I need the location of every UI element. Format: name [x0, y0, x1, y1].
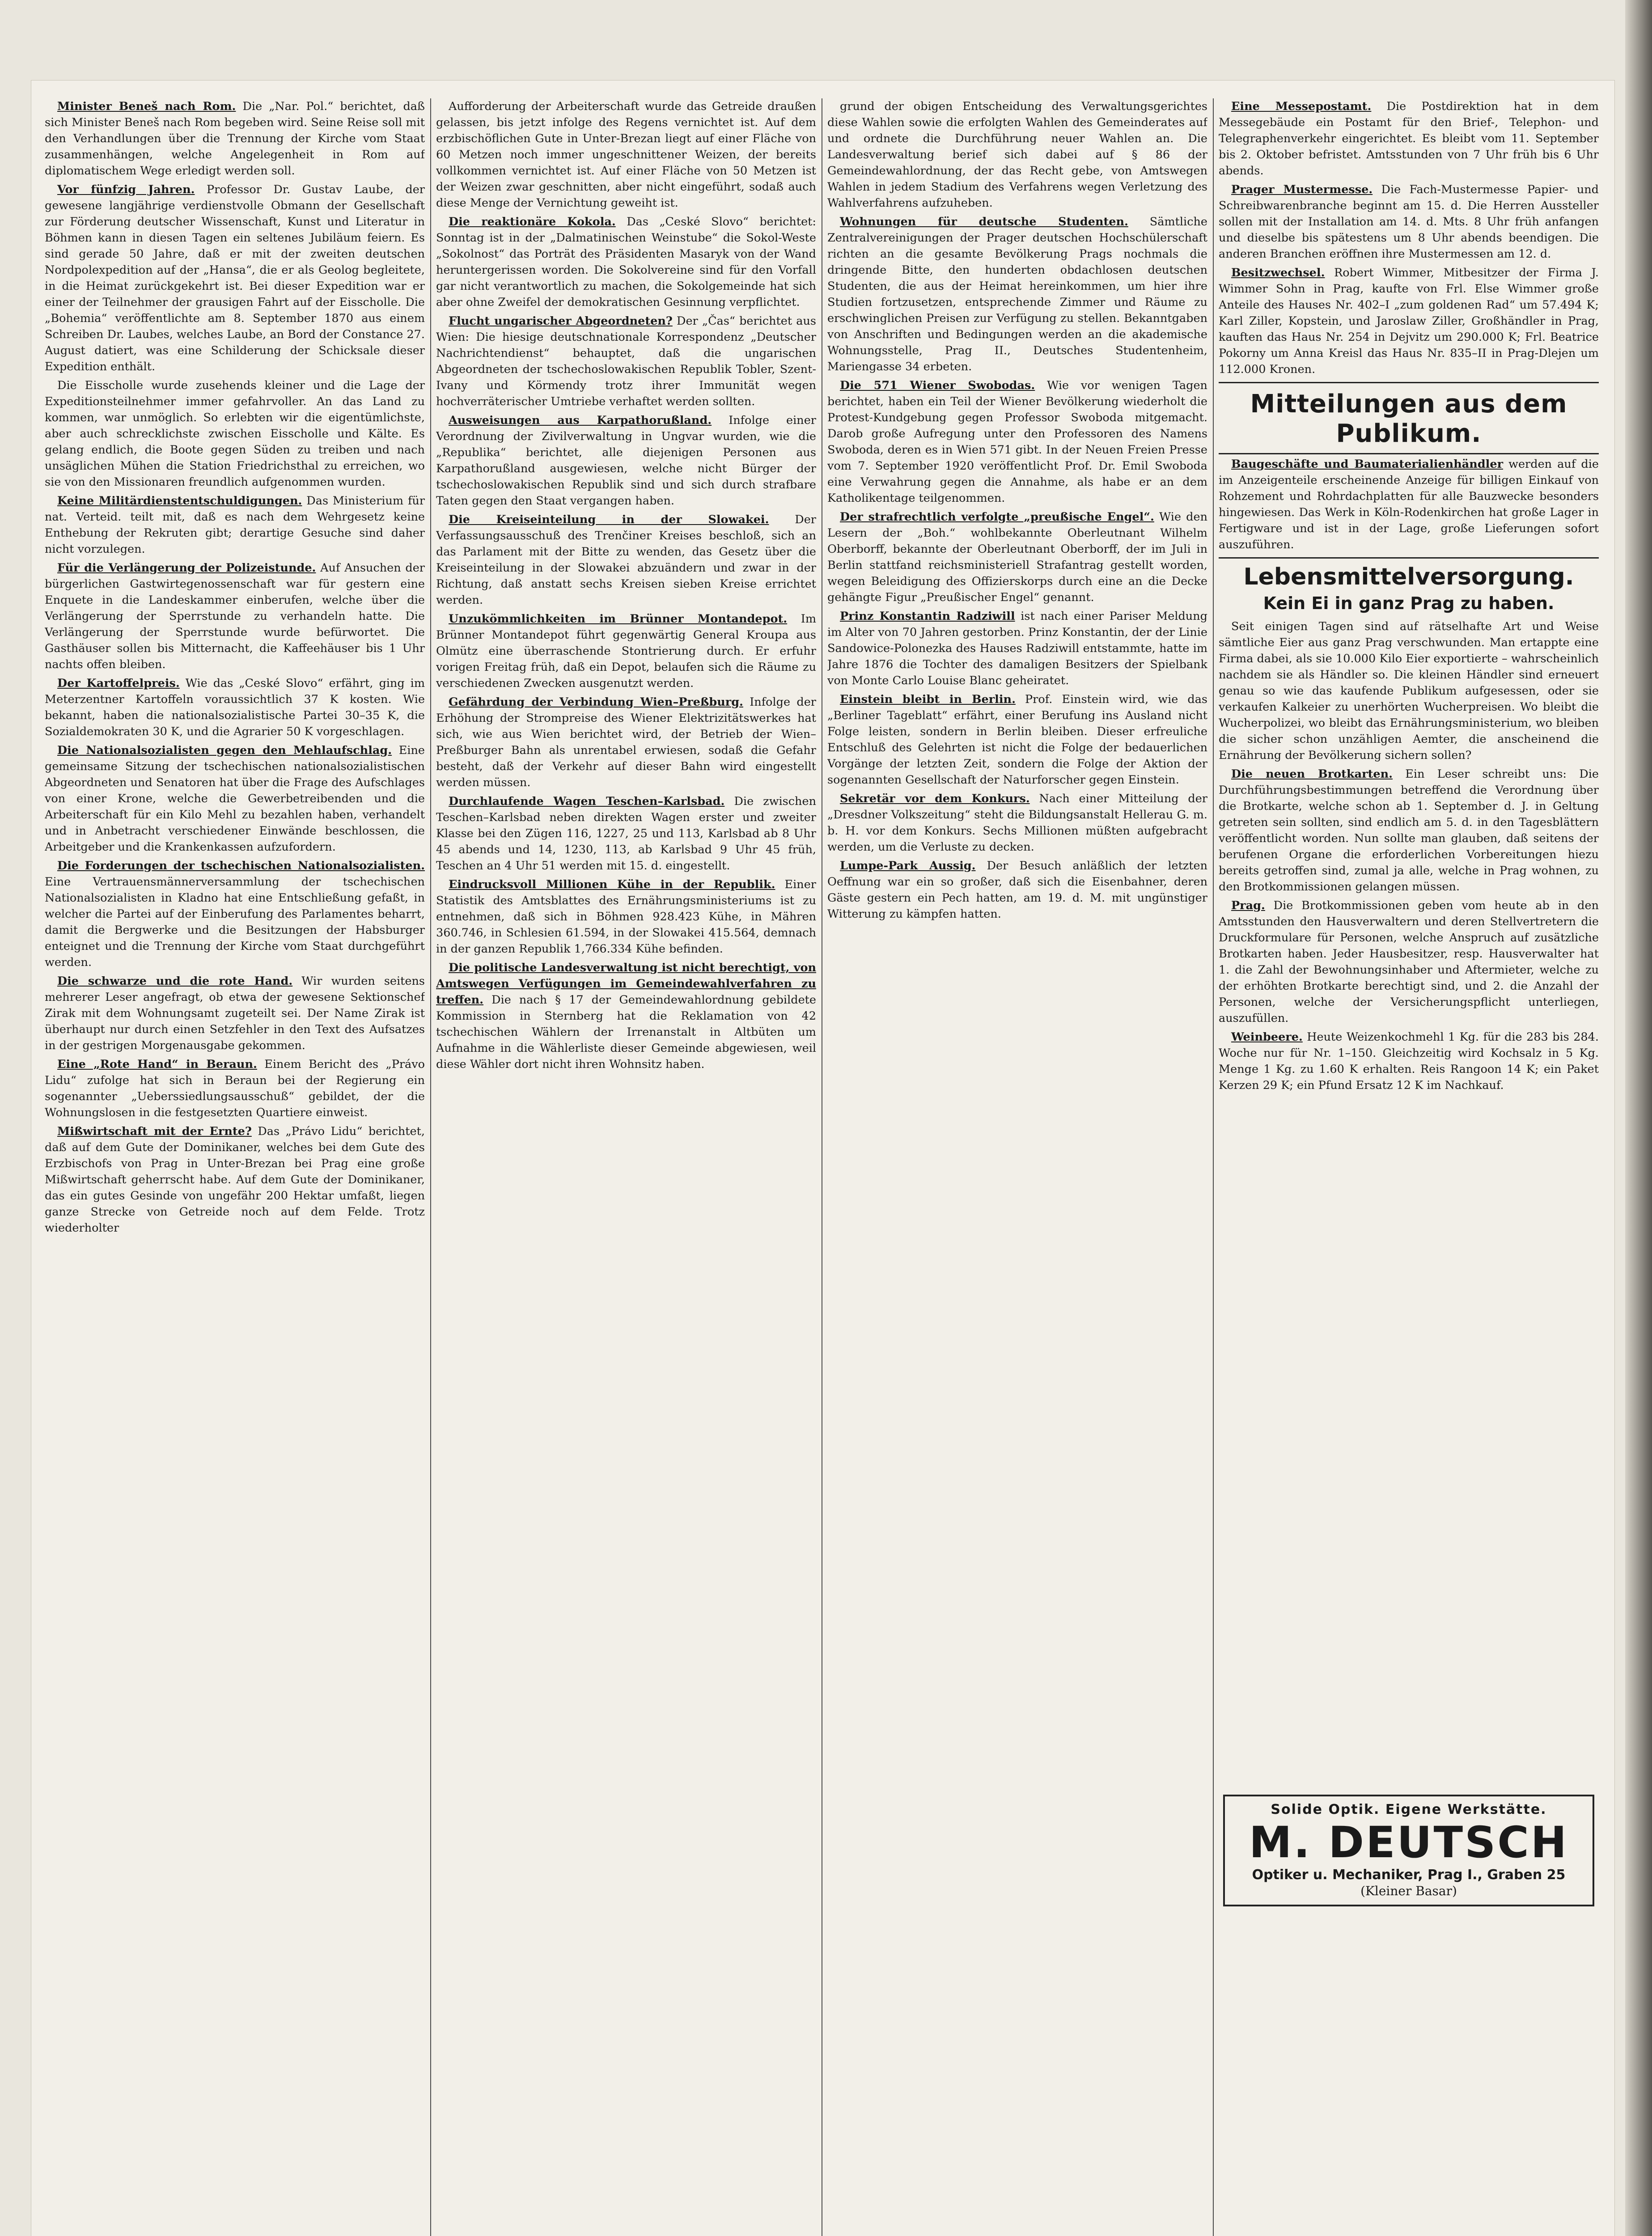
- article-paragraph: [436, 214, 816, 310]
- article-headline: Prager Mustermesse.: [1231, 183, 1373, 196]
- article-text: Auf Ansuchen der bürgerlichen Gastwirtegenossenschaft war für gestern eine Enquete in die Landeskammer einberufen, welche über die Verlängerung der Sperrstunde zu verhandeln hatte. Die Verlängerung der Sperrstunde wurde befürwortet. Die Gasthäuser sollen bis Mitternacht, die Kaffeehäuser bis 1 Uhr nachts offen bleiben.: [45, 561, 425, 671]
- ad-location: (Kleiner Basar): [1360, 1884, 1457, 1898]
- article-headline: Ausweisungen aus Karpathorußland.: [449, 414, 712, 427]
- article-headline: Weinbeere.: [1231, 1030, 1303, 1044]
- article-text: Das „Právo Lidu“ berichtet, daß auf dem Gute der Dominikaner, welches bei dem Gute des Erzbischofs von Prag in Unter-Brezan bei Prag eine große Mißwirtschaft geherrscht habe. Auf dem Gute der Dominikaner, das ein gutes Gesinde von ungefähr 200 Hektar umfaßt, liegen ganze Strecke von Getreide noch auf dem Felde. Trotz wiederholter: [45, 1125, 425, 1235]
- article-text: Heute Weizenkochmehl 1 Kg. für die 283 bis 284. Woche nur für Nr. 1–150. Gleichzeitig wird Kochsalz in 5 Kg. Menge 1 Kg. zu 1.60 K erhalten. Reis Rangoon 14 K; ein Paket Kerzen 29 K; ein Pfund Ersatz 12 K im Nachkauf.: [1219, 1030, 1599, 1092]
- article-headline: Mißwirtschaft mit der Ernte?: [57, 1125, 252, 1138]
- food-section-title: Lebensmittelversorgung.: [1243, 563, 1574, 590]
- column-4-food: [1219, 618, 1599, 1781]
- article-text: Der Verfassungsausschuß des Trenčiner Kreises beschloß, sich an das Parlament mit der Bitte zu wenden, das Gesetz über die Kreiseinteilung in der Slowakei abzuändern und zwar in der Richtung, daß anstatt sechs Kreisen sieben Kreise errichtet werden.: [436, 513, 816, 607]
- article-paragraph: [436, 611, 816, 691]
- article-headline: Minister Beneš nach Rom.: [57, 100, 236, 113]
- article-paragraph: [436, 877, 816, 957]
- article-headline: Prinz Konstantin Radziwill: [840, 610, 1015, 623]
- article-headline: Die reaktionäre Kokola.: [449, 215, 616, 229]
- article-text: Die Brotkommissionen geben vom heute ab in den Amtsstunden den Hausverwaltern und deren Stellvertretern die Druckformulare für Personen, welche Anspruch auf zusätzliche Brotkarten haben. Jeder Hausbesitzer, resp. Hausverwalter hat 1. die Zahl der Bewohnungsinhaber und Aftermieter, welche zu der erhöhten Brotkarte berechtigt sind, und 2. die Anzahl der Personen, welche der Versicherungspflicht unterliegen, auszufüllen.: [1219, 899, 1599, 1025]
- article-text: grund der obigen Entscheidung des Verwaltungsgerichtes diese Wahlen sowie die erfolgten Wahlen des Gemeinderates auf und ordnete die Durchführung neuer Wahlen an. Die Landesverwaltung berief sich dabei auf § 86 der Gemeindewahlordnung, der das Recht gebe, von Amtswegen Wahlen in jedem Stadium des Verfahrens wegen Verletzung des Wahlverfahrens aufzuheben.: [827, 100, 1207, 210]
- article-headline: Durchlaufende Wagen Teschen–Karlsbad.: [449, 795, 725, 808]
- article-headline: Einstein bleibt in Berlin.: [840, 693, 1016, 706]
- article-paragraph: [45, 560, 425, 673]
- article-headline: Prag.: [1231, 899, 1265, 912]
- article-paragraph: [45, 98, 425, 179]
- optician-advertisement: [1223, 1795, 1594, 1906]
- column-rule: [1213, 98, 1214, 2236]
- article-text: Die Postdirektion hat in dem Messegebäude ein Postamt für den Brief-, Telephon- und Telegraphenverkehr eingerichtet. Es bleibt vom 11. September bis 2. Oktober befristet. Amtsstunden von 7 Uhr früh bis 6 Uhr abends.: [1219, 100, 1599, 178]
- article-headline: Besitzwechsel.: [1231, 266, 1325, 280]
- article-paragraph: [45, 182, 425, 375]
- article-headline: Keine Militärdienstentschuldigungen.: [57, 494, 302, 508]
- ad-address: Optiker u. Mechaniker, Prag I., Graben 25: [1252, 1867, 1566, 1883]
- article-text: Einer Statistik des Amtsblattes des Ernährungsministeriums ist zu entnehmen, daß sich in Böhmen 928.423 Kühe, in Mähren 360.746, in Schlesien 61.594, in der Slowakei 415.564, demnach in der ganzen Republik 1,766.334 Kühe befinden.: [436, 878, 816, 956]
- column-4-notices: [1219, 456, 1599, 553]
- article-text: Das Ministerium für nat. Verteid. teilt mit, daß es nach dem Wehrgesetz keine Enthebung der Rekruten gibt; derartige Gesuche sind daher nicht vorzulegen.: [45, 494, 425, 556]
- article-paragraph: [45, 858, 425, 970]
- article-headline: Für die Verlängerung der Polizeistunde.: [57, 561, 316, 575]
- article-text: Die Fach-Mustermesse Papier- und Schreibwarenbranche beginnt am 15. d. Die Herren Aussteller sollen mit der Installation am 14. d. Mts. 8 Uhr früh anfangen und dieselbe bis spätestens um 8 Uhr abends beendigen. Die anderen Branchen eröffnen ihre Mustermessen am 12. d.: [1219, 183, 1599, 261]
- article-paragraph: [45, 973, 425, 1054]
- article-text: Einem Bericht des „Právo Lidu“ zufolge hat sich in Beraun bei der Regierung ein sogenannter „Ueberssiedlungsausschuß“ gebildet, der die Wohnungslosen in die festgesetzten Quartiere einweist.: [45, 1058, 425, 1119]
- article-paragraph: [436, 694, 816, 791]
- article-paragraph: [827, 509, 1207, 606]
- article-headline: Der strafrechtlich verfolgte „preußische Engel“.: [840, 510, 1154, 524]
- article-headline: Die neuen Brotkarten.: [1231, 767, 1393, 781]
- page-edge-shadow: [1625, 0, 1652, 2236]
- article-paragraph: [436, 412, 816, 509]
- column-1: [45, 98, 425, 2236]
- article-paragraph: [436, 98, 816, 211]
- article-text: Wie das „Ceské Slovo“ erfährt, ging im Meterzentner Kartoffeln voraussichtlich 37 K kosten. Wie bekannt, haben die nationalsozialistische Partei 30–35 K, die Sozialdemokraten 30 K, und die Agrarier 50 K vorgeschlagen.: [45, 677, 425, 738]
- article-paragraph: [45, 742, 425, 855]
- article-text: Nach einer Mitteilung der „Dresdner Volkszeitung“ steht die Bildungsanstalt Hellerau G. m. b. H. vor dem Konkurs. Sechs Millionen müßten aufgebracht werden, um die Verluste zu decken.: [827, 792, 1207, 854]
- article-headline: Unzukömmlichkeiten im Brünner Montandepot.: [449, 612, 788, 626]
- article-headline: Gefährdung der Verbindung Wien–Preßburg.: [449, 695, 743, 709]
- article-headline: Die politische Landesverwaltung ist nicht berechtigt, von Amtswegen Verfügungen im Gemeindewahlverfahren zu treffen.: [436, 961, 816, 1007]
- column-4-news: [1219, 98, 1599, 377]
- article-text: ist nach einer Pariser Meldung im Alter von 70 Jahren gestorben. Prinz Konstantin, der der Linie Sandowice-Polonezka des Hauses Radziwill entstammte, hatte im Jahre 1876 die Tochter des damaligen Besitzers der Spielbank von Monte Carlo Louise Blanc geheiratet.: [827, 610, 1207, 687]
- article-paragraph: [1219, 182, 1599, 262]
- article-paragraph: [827, 98, 1207, 211]
- article-headline: Baugeschäfte und Baumaterialienhändler: [1231, 457, 1503, 471]
- article-headline: Sekretär vor dem Konkurs.: [840, 792, 1030, 805]
- article-paragraph: [436, 512, 816, 608]
- article-paragraph: [827, 858, 1207, 922]
- article-text: Professor Dr. Gustav Laube, der gewesene langjährige verdienstvolle Obmann der Gesellschaft zur Förderung deutscher Wissenschaft, Kunst und Literatur in Böhmen kann in diesen Tagen ein seltenes Jubiläum feiern. Es sind gerade 50 Jahre, daß er mit der zweiten deutschen Nordpolexpedition auf der „Hansa“, die er als Geolog begleitete, in die Heimat zurückgekehrt ist. Bei dieser Expedition war er einer der Teilnehmer der grausigen Fahrt auf der Eisscholle. Die „Bohemia“ veröffentlichte am 8. September 1870 aus einem Schreiben Dr. Laubes, welches Laube, an Bord der Constance 27. August datiert, was eine Schilderung der Schicksale dieser Expedition enthält.: [45, 183, 425, 373]
- article-headline: Lumpe-Park Aussig.: [840, 859, 976, 872]
- article-headline: Die Forderungen der tschechischen Nationalsozialisten.: [57, 859, 425, 872]
- article-text: Sämtliche Zentralvereinigungen der Prager deutschen Hochschülerschaft richten an die gesamte Bevölkerung Prags nochmals die dringende Bitte, den hunderten obdachlosen deutschen Studenten, die aus der Heimat hereinkommen, um hier ihre Studien fortzusetzen, entsprechende Zimmer und Räume zu erschwinglichen Preisen zur Verfügung zu stellen. Bekanntgaben von Anschriften und Bedingungen werden an die akademische Wohnungsstelle, Prag II., Deutsches Studentenheim, Mariengasse 34 erbeten.: [827, 215, 1207, 373]
- article-headline: Die schwarze und die rote Hand.: [57, 974, 293, 988]
- newspaper-page: [31, 80, 1614, 2236]
- article-paragraph: [1219, 456, 1599, 553]
- article-paragraph: [45, 377, 425, 490]
- divider: [1219, 382, 1599, 383]
- food-subheadline: Kein Ei in ganz Prag zu haben.: [1263, 593, 1555, 613]
- divider: [1219, 453, 1599, 454]
- article-text: Der „Čas“ berichtet aus Wien: Die hiesige deutschnationale Korrespondenz „Deutscher Nachrichtendienst“ behauptet, daß die ungarischen Abgeordneten der tschechoslowakischen Republik Tobler, Szent-Ivany und Körmendy trotz ihrer Immunität wegen hochverräterischer Umtriebe verhaftet werden sollten.: [436, 314, 816, 408]
- article-paragraph: [827, 214, 1207, 375]
- article-text: Aufforderung der Arbeiterschaft wurde das Getreide draußen gelassen, bis jetzt infolge des Regens vernichtet ist. Auf dem erzbischöflichen Gute in Unter-Brezan liegt auf einer Fläche von 60 Metzen noch immer ungeschnittener Weizen, der bereits vollkommen vernichtet ist. Auf einer Fläche von 50 Metzen ist der Weizen zwar geschnitten, aber nicht eingeführt, sodaß auch diese Menge der Vernichtung geweiht ist.: [436, 100, 816, 210]
- article-headline: Eindrucksvoll Millionen Kühe in der Republik.: [449, 878, 775, 891]
- article-paragraph: [436, 960, 816, 1072]
- article-text: Die zwischen Teschen–Karlsbad neben direkten Wagen erster und zweiter Klasse bei den Zügen 116, 1227, 25 und 113, Karlsbad ab 8 Uhr 45 abends und 14, 1230, 113, ab Karlsbad 9 Uhr 45 früh, Teschen an 4 Uhr 51 werden mit 15. d. eingestellt.: [436, 795, 816, 872]
- article-paragraph: [436, 793, 816, 874]
- column-rule: [430, 98, 431, 2236]
- article-paragraph: [45, 1123, 425, 1236]
- article-text: Prof. Einstein wird, wie das „Berliner Tageblatt“ erfährt, einer Berufung ins Ausland nicht Folge leisten, sondern in Berlin bleiben. Dieser erfreuliche Entschluß des Gelehrten ist nicht die Folge der bedauerlichen Vorgänge der letzten Zeit, sondern die Folge der Aktion der sogenannten Gesellschaft der Naturforscher gegen Einstein.: [827, 693, 1207, 787]
- article-headline: Eine Messepostamt.: [1231, 100, 1372, 113]
- article-text: Der Besuch anläßlich der letzten Oeffnung war ein so großer, daß sich die Eisenbahner, deren Gäste gestern ein Pech hatten, am 19. d. M. mit ungünstiger Witterung zu kämpfen hatten.: [827, 859, 1207, 921]
- article-headline: Die Kreiseinteilung in der Slowakei.: [449, 513, 769, 526]
- article-text: Eine gemeinsame Sitzung der tschechischen nationalsozialistischen Abgeordneten und Senatoren hat über die Frage des Aufschlages von einer Krone, welche die Gewerbetreibenden und die Arbeiterschaft für ein Kilo Mehl zu bezahlen haben, verhandelt und in Anbetracht verschiedener Einwände beschlossen, die Arbeitgeber und die Krankenkassen aufzufordern.: [45, 744, 425, 854]
- article-text: Das „Ceské Slovo“ berichtet: Sonntag ist in der „Dalmatinischen Weinstube“ die Sokol-Weste „Sokolnost“ das Porträt des Präsidenten Masaryk von der Wand heruntergerissen worden. Die Sokolvereine sind für den Vorfall gar nicht verantwortlich zu machen, die Sokolgemeinde hat sich aber ohne Zweifel der demokratischen Gesinnung verpflichtet.: [436, 215, 816, 309]
- article-paragraph: [1219, 898, 1599, 1026]
- article-text: Eine Vertrauensmännerversammlung der tschechischen Nationalsozialisten in Kladno hat eine Entschließung gefaßt, in welcher die Partei auf der Einberufung des Parlamentes beharrt, damit die Bergwerke und die Besitzungen der Habsburger enteignet und die Trennung der Kirche vom Staat durchgeführt werden.: [45, 875, 425, 969]
- article-paragraph: [1219, 1029, 1599, 1093]
- divider: [1219, 557, 1599, 559]
- section-title: Mitteilungen aus dem Publikum.: [1250, 390, 1567, 448]
- article-text: Wie vor wenigen Tagen berichtet, haben ein Teil der Wiener Bevölkerung wiederholt die Protest-Kundgebung gegen Professor Swoboda mitgemacht. Darob große Aufregung unter den Professoren des Namens Swoboda, deren es in Wien 571 gibt. In der Neuen Freien Presse vom 7. September 1920 veröffentlicht Prof. Dr. Emil Swoboda eine Verwahrung gegen die Annahme, als habe er an dem Katholikentage teilgenommen.: [827, 379, 1207, 505]
- article-headline: Wohnungen für deutsche Studenten.: [840, 215, 1128, 229]
- article-paragraph: [1219, 618, 1599, 763]
- article-text: Die nach § 17 der Gemeindewahlordnung gebildete Kommission in Sternberg hat die Reklamation von 42 tschechischen Wählern der Irrenanstalt in Altbüten um Aufnahme in die Wählerliste dieser Gemeinde abgewiesen, weil diese Wähler dort nicht ihren Wohnsitz haben.: [436, 993, 816, 1071]
- article-text: Infolge der Erhöhung der Strompreise des Wiener Elektrizitätswerkes hat sich, wie aus Wien berichtet wird, der Betrieb der Wien–Preßburger Bahn als unrentabel erwiesen, sodaß die Gefahr besteht, daß der Verkehr auf dieser Bahn wird eingestellt werden müssen.: [436, 695, 816, 789]
- article-paragraph: [827, 791, 1207, 855]
- article-paragraph: [45, 493, 425, 557]
- article-paragraph: [827, 608, 1207, 689]
- article-paragraph: [1219, 98, 1599, 179]
- article-text: Die „Nar. Pol.“ berichtet, daß sich Minister Beneš nach Rom begeben wird. Seine Reise soll mit den Verhandlungen über die Trennung der Kirche vom Staat zusammenhängen, welche Angelegenheit in Rom auf diplomatischem Wege erledigt werden soll.: [45, 100, 425, 178]
- article-paragraph: [45, 675, 425, 740]
- ad-tagline: Solide Optik. Eigene Werkstätte.: [1271, 1802, 1547, 1817]
- article-text: Robert Wimmer, Mitbesitzer der Firma J. Wimmer Sohn in Prag, kaufte von Frl. Else Wimmer große Anteile des Hauses Nr. 402–I „zum goldenen Rad“ um 57.494 K; Karl Ziller, Kopstein, und Jaroslaw Ziller, Großhändler in Prag, kauften das Haus Nr. 254 in Dejvitz um 290.000 K; Frl. Beatrice Pokorny um Anna Kreisl das Haus Nr. 835–II in Prag-Dlejen um 112.000 Kronen.: [1219, 266, 1599, 376]
- column-2: [436, 98, 816, 2236]
- column-4: [1219, 98, 1599, 2236]
- article-headline: Vor fünfzig Jahren.: [57, 183, 195, 196]
- article-paragraph: [436, 313, 816, 410]
- article-headline: Eine „Rote Hand“ in Beraun.: [57, 1058, 257, 1071]
- article-headline: Flucht ungarischer Abgeordneten?: [449, 314, 673, 328]
- article-paragraph: [1219, 766, 1599, 895]
- article-text: Seit einigen Tagen sind auf rätselhafte Art und Weise sämtliche Eier aus ganz Prag verschwunden. Man ertappte eine Firma dabei, als sie 10.000 Kilo Eier exportierte – wahrscheinlich nachdem sie als Händler so. Die kleinen Händler sind erneuert genau so wie das kaufende Publikum aufgesessen, oder sie verkaufen Kalkeier zu unerhörten Wucherpreisen. Wo bleibt die Wucherpolizei, wo bleibt das Ernährungsministerium, wo bleiben die sicher schon unzähligen Aemter, die anscheinend die Ernährung der Bevölkerung sichern sollen?: [1219, 620, 1599, 762]
- article-headline: Die 571 Wiener Swobodas.: [840, 379, 1035, 392]
- article-text: Wir wurden seitens mehrerer Leser angefragt, ob etwa der gewesene Sektionschef Zirak mit dem Wohnungsamt zugeteilt sei. Der Name Zirak ist überhaupt nur durch einen Setzfehler in den Text des Aufsatzes in der gestrigen Morgenausgabe gekommen.: [45, 974, 425, 1052]
- article-paragraph: [45, 1056, 425, 1121]
- article-text: Infolge einer Verordnung der Zivilverwaltung in Ungvar wurden, wie die „Republika“ berichtet, alle diejenigen Personen aus Karpathorußland ausgewiesen, welche nicht Bürger der tschechoslowakischen Republik sind und sich durch strafbare Taten gegen den Staat vergangen haben.: [436, 414, 816, 508]
- column-3: [827, 98, 1207, 2236]
- article-text: Die Eisscholle wurde zusehends kleiner und die Lage der Expeditionsteilnehmer immer gefahrvoller. An das Land zu kommen, war unmöglich. So erlebten wir die eigentümlichste, aber auch schrecklichste zwischen Eisscholle und Kälte. Es gelang endlich, die Boote gegen Süden zu treiben und nach unsäglichen Mühen die Station Friedrichsthal zu erreichen, wo sie von den Missionaren freundlich aufgenommen wurden.: [45, 379, 425, 489]
- article-headline: Die Nationalsozialisten gegen den Mehlaufschlag.: [57, 744, 392, 757]
- article-text: Wie den Lesern der „Boh.“ wohlbekannte Oberleutnant Wilhelm Oberborff, bekannte der Oberleutnant Oberborff, der im Juli in Berlin stattfand reichsministeriell Strafantrag gestellt worden, wegen Beleidigung des Offizierskorps durch eine an die Decke gehängte Figur „Preußischer Engel“ genannt.: [827, 510, 1207, 604]
- article-headline: Der Kartoffelpreis.: [57, 677, 180, 690]
- article-text: werden auf die im Anzeigenteile erscheinende Anzeige für billigen Einkauf von Rohzement und Rohrdachplatten für alle Bauzwecke besonders hingewiesen. Das Werk in Köln-Rodenkirchen hat große Lager in Fertigware und ist in der Lage, große Lieferungen sofort auszuführen.: [1219, 457, 1599, 551]
- ad-company-name: M. DEUTSCH: [1249, 1817, 1569, 1868]
- article-paragraph: [827, 377, 1207, 506]
- article-text: Ein Leser schreibt uns: Die Durchführungsbestimmungen betreffend die Verordnung über die Brotkarte, welche schon ab 1. September d. J. in Geltung getreten sein sollten, sind endlich am 5. d. in den Tagesblättern veröffentlicht worden. Nun sollte man glauben, daß seitens der berufenen Organe die erforderlichen Vorbereitungen hiezu bereits getroffen sind, zumal ja alle, welche in Prag wohnen, zu den Brotkommissionen gelangen müssen.: [1219, 767, 1599, 894]
- article-paragraph: [827, 691, 1207, 788]
- article-text: Im Brünner Montandepot führt gegenwärtig General Kroupa aus Olmütz eine überraschende Stontrierung durch. Er erfuhr vorigen Freitag früh, daß ein Depot, belaufen sich die Räume zu verschiedenen Zwecken ausgenutzt werden.: [436, 612, 816, 690]
- article-paragraph: [1219, 265, 1599, 377]
